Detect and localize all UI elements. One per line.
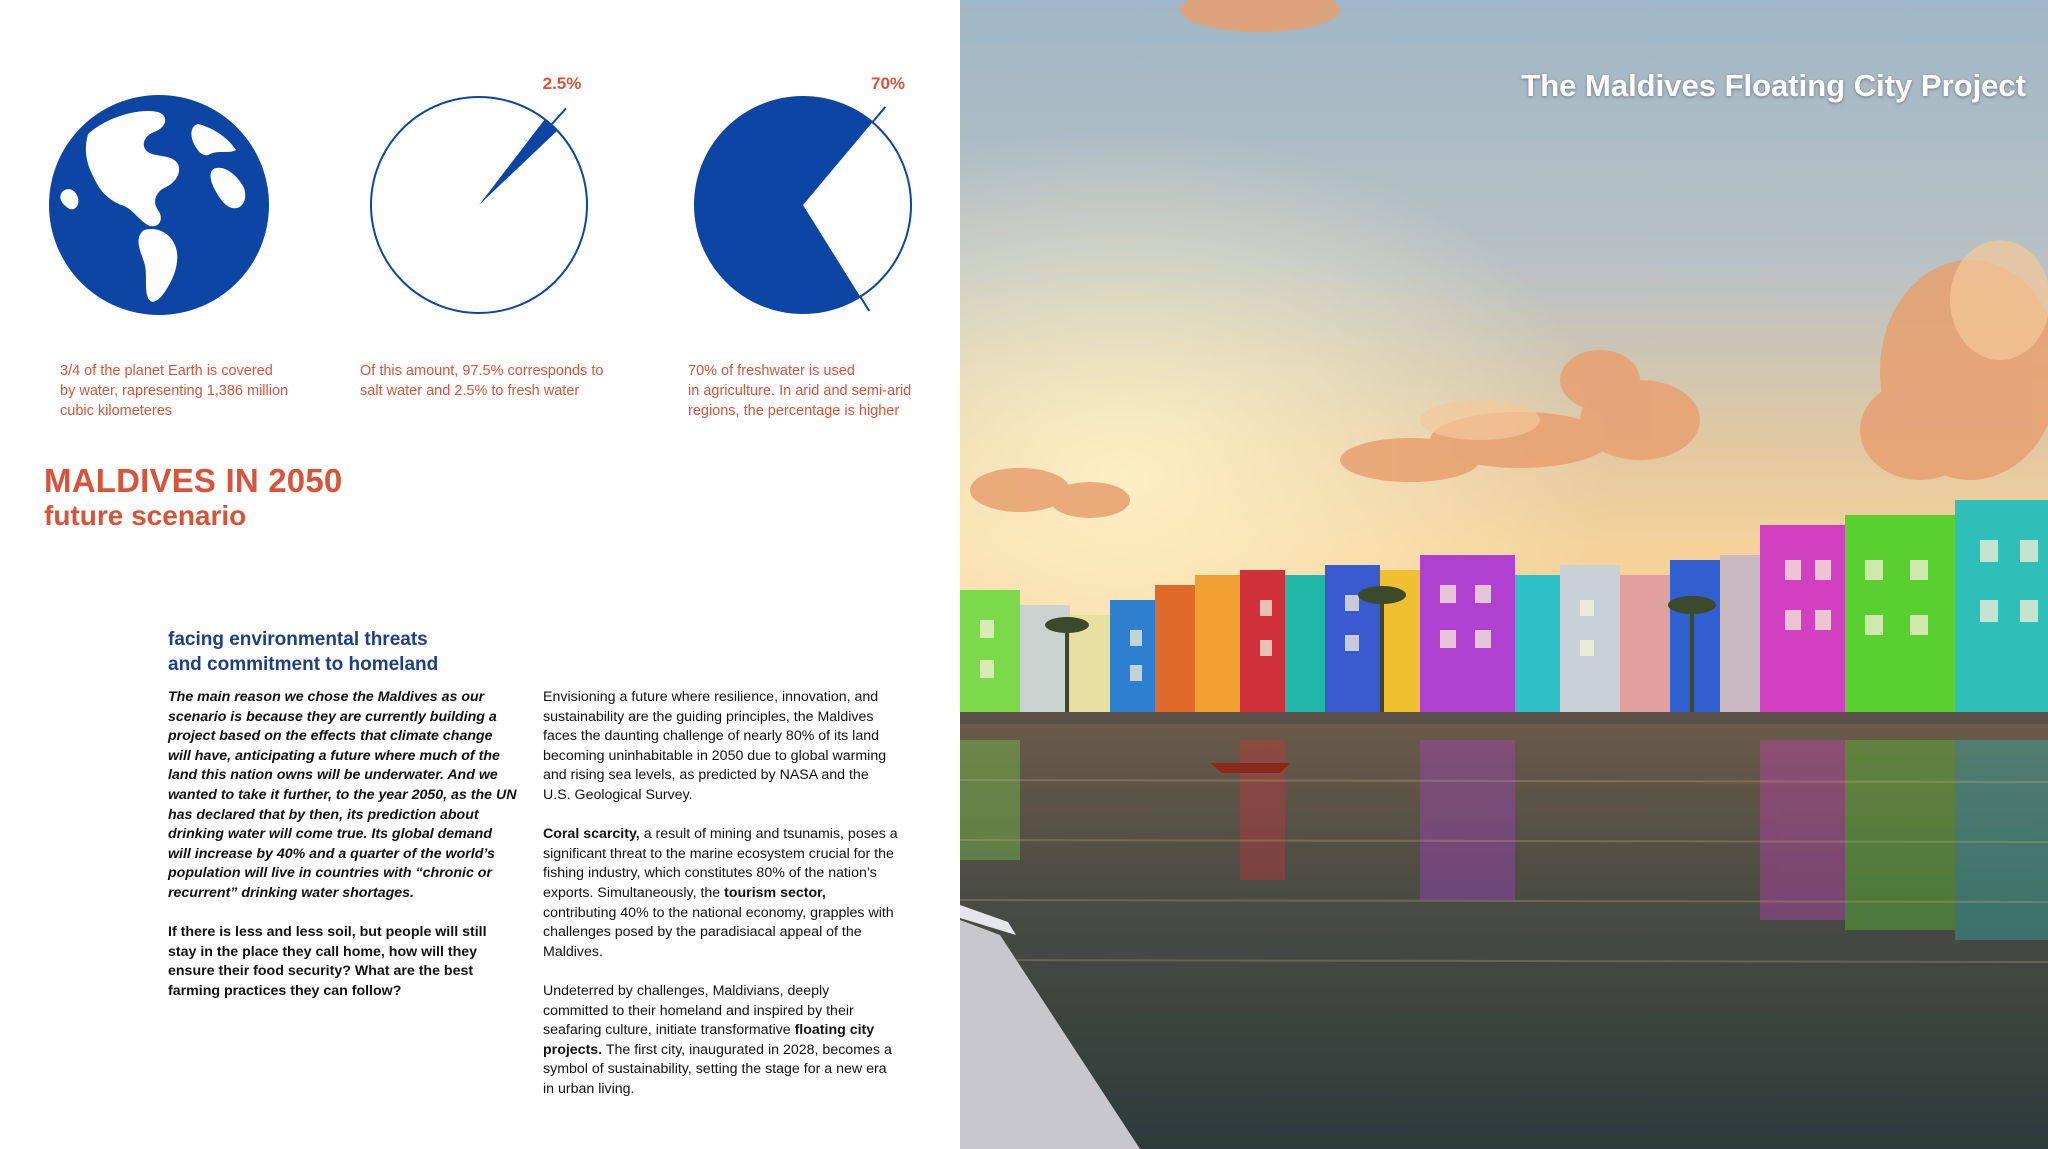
paragraph-floating-city (543, 982, 898, 1100)
percent-label: 2.5% (542, 74, 582, 93)
pie-icon (368, 94, 590, 316)
photo-title: The Maldives Floating City Project (1521, 68, 2026, 103)
pie-leader-line (551, 108, 566, 124)
caption-line: Of this amount, 97.5% corresponds to (360, 363, 604, 379)
floating-city-photo (960, 0, 2048, 1149)
bold-term: tourism sector, (724, 884, 826, 901)
caption-agriculture (688, 361, 958, 421)
paragraph-text: Undeterred by challenges, Maldivians, deeply committed to their homeland and inspired by their seafaring culture, initiate transformative (543, 982, 854, 1039)
caption-fresh-water (360, 361, 640, 401)
caption-line: by water, rapresenting 1,386 million (60, 383, 289, 399)
caption-line: in agriculture. In arid and semi-arid (688, 383, 912, 399)
section-heading (168, 627, 498, 677)
paragraph-resilience: Envisioning a future where resilience, innovation, and sustainability are the guiding principles, the Maldives faces the daunting challenge of nearly 80% of its land becoming uninhabitable in 2050 due to global warming and rising sea levels, as predicted by NASA and the U.S. Geological Survey. (543, 689, 887, 803)
section-heading-line: facing environmental threats (168, 629, 428, 650)
caption-line: 3/4 of the planet Earth is covered (60, 363, 273, 379)
bold-term: floating city projects. (543, 1022, 875, 1058)
page-title: MALDIVES IN 2050 (44, 462, 343, 499)
caption-line: cubic kilometeres (60, 403, 173, 419)
left-text-column (168, 688, 518, 1002)
caption-line: regions, the percentage is higher (688, 403, 900, 419)
pie-leader-line (860, 297, 869, 311)
paragraph-text: a result of mining and tsunamis, poses a significant threat to the marine ecosystem crucial for the fishing industry, which constitutes 80% of the nation’s exports. Simultaneously, the (543, 826, 898, 901)
percent-label: 70% (870, 74, 906, 93)
right-text-column (543, 688, 898, 1119)
paragraph-coral (543, 825, 898, 962)
caption-earth-water (60, 361, 320, 421)
pie-icon (692, 94, 914, 316)
pie-leader-line (872, 107, 885, 122)
caption-line: salt water and 2.5% to fresh water (360, 383, 580, 399)
globe-icon (48, 94, 270, 316)
paragraph-text: The first city, inaugurated in 2028, becomes a symbol of sustainability, setting the stage for a new era in urban living. (543, 1041, 892, 1097)
paragraph-text: contributing 40% to the national economy, grapples with challenges posed by the paradisiacal appeal of the Maldives. (543, 904, 894, 960)
section-heading-line: and commitment to homeland (168, 654, 439, 675)
caption-line: 70% of freshwater is used (688, 363, 855, 379)
floating-city-illustration (960, 0, 2048, 1149)
intro-paragraph: The main reason we chose the Maldives as our scenario is because they are currently building a project based on the effects that climate change will have, anticipating a future where much of the land this nation owns will be underwater. And we wanted to take it further, to the year 2050, as the UN has declared that by then, its prediction about drinking water will come true. Its global demand will increase by 40% and a quarter of the world’s population will live in countries with “chronic or recurrent” drinking water shortages. (168, 689, 517, 901)
bold-term: Coral scarcity, (543, 826, 640, 843)
question-paragraph: If there is less and less soil, but people will still stay in the place they call home, how will they ensure their food security? What are the best farming practices they can follow? (168, 924, 487, 999)
page-subtitle: future scenario (44, 500, 247, 531)
left-page (0, 0, 960, 1149)
